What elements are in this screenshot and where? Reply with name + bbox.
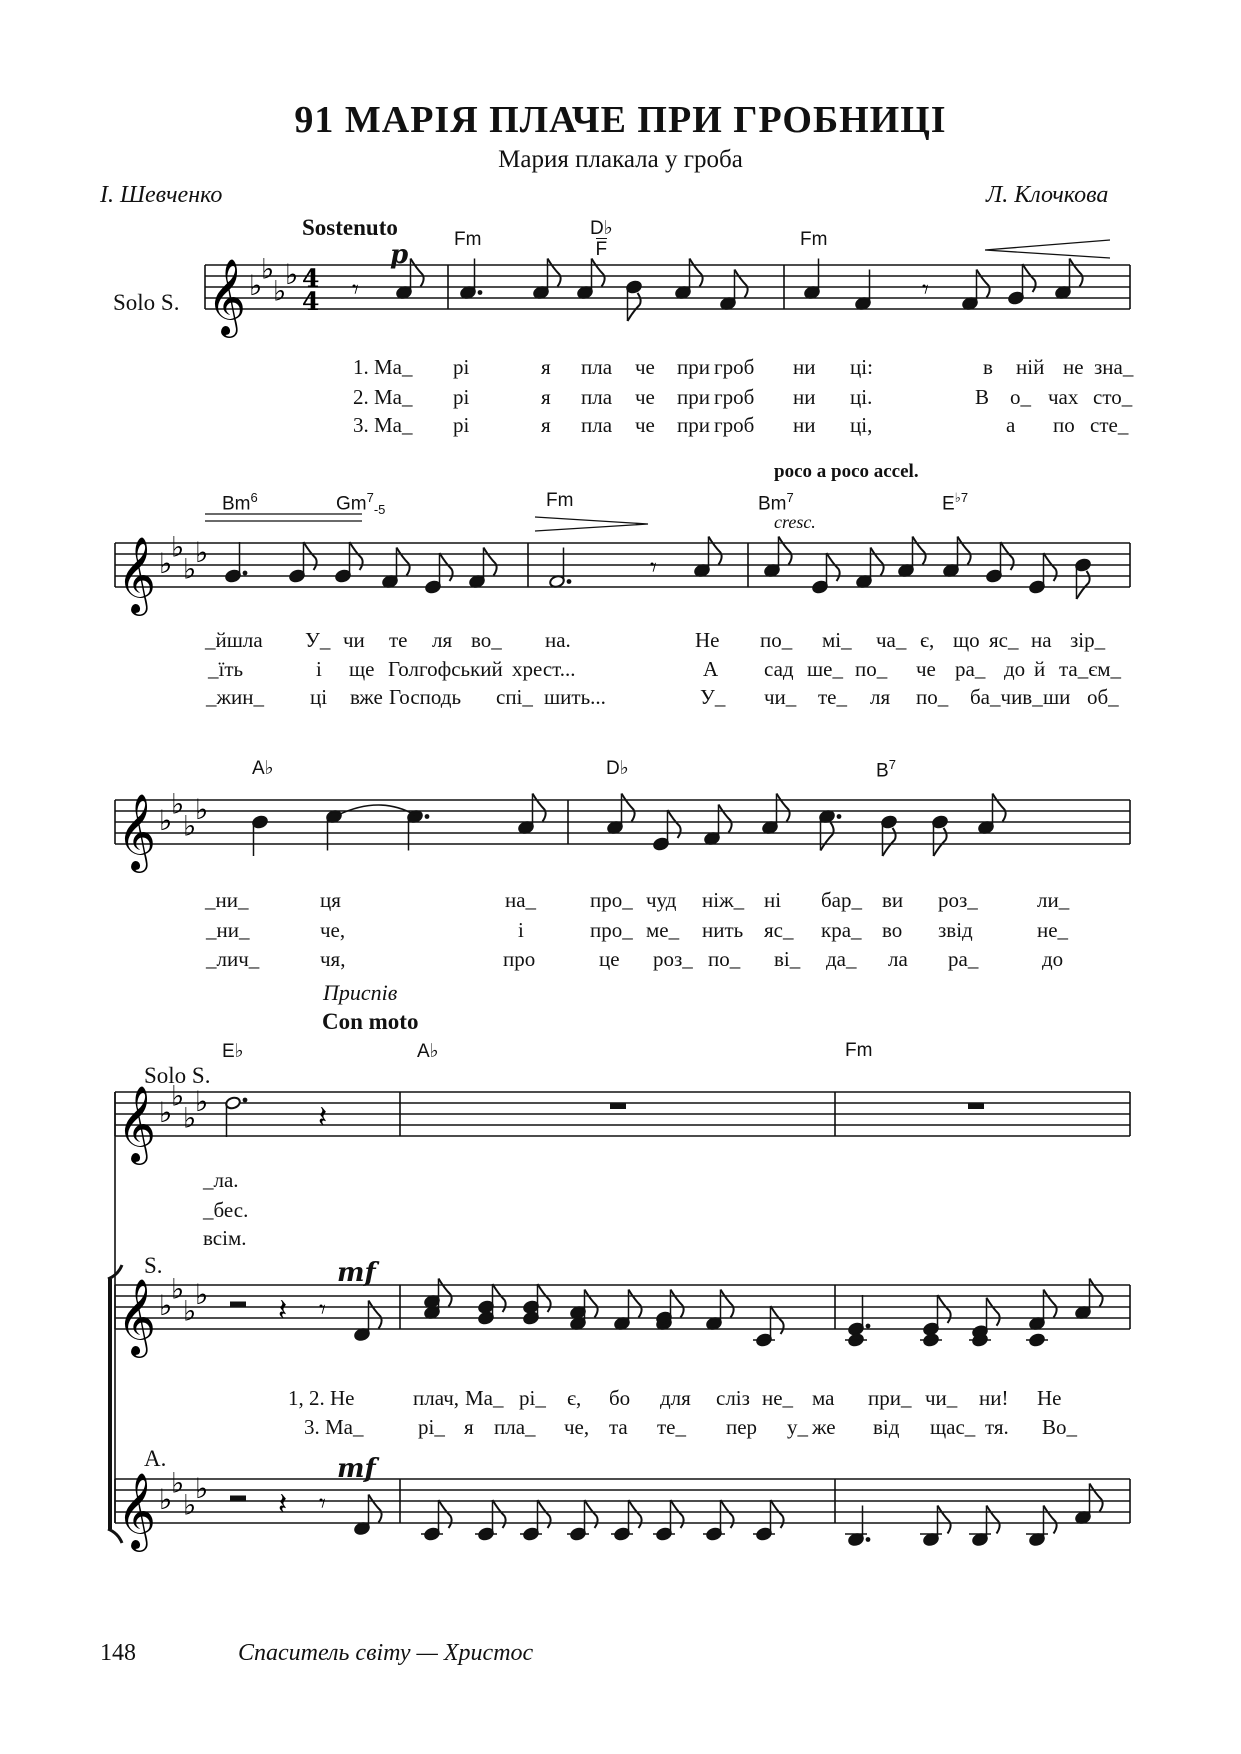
lyric-syllable: У_ [700, 685, 726, 709]
lyric-syllable: щас_ [930, 1415, 976, 1439]
lyric-syllable: не_ [1037, 918, 1069, 942]
note-flag [913, 537, 926, 565]
flat-sign: ♭ [159, 1096, 173, 1129]
lyric-syllable: на_ [505, 888, 537, 912]
tempo-marking: Sostenuto [302, 215, 398, 240]
book-title: Спаситель світу — Христос [238, 1640, 534, 1666]
tempo-con-moto: Con moto [322, 1009, 419, 1034]
lyric-syllable: звід [938, 918, 973, 942]
lyric-syllable: ше_ [807, 657, 843, 681]
lyric-syllable: шить... [544, 685, 606, 709]
note-dot [837, 814, 842, 819]
note-flag [369, 1495, 382, 1523]
chord-symbol: A♭ [252, 758, 274, 779]
lyric-syllable: ба_чив_ [970, 685, 1043, 709]
treble-clef: 𝄞 [117, 536, 157, 613]
lyric-syllable: при [677, 385, 710, 409]
lyric-syllable: рі_ [519, 1386, 546, 1410]
note-flag [1023, 264, 1036, 292]
lyric-syllable: Во_ [1042, 1415, 1078, 1439]
note-flag [439, 1279, 452, 1307]
treble-clef: 𝄞 [117, 1085, 157, 1162]
flat-sign: ♭ [195, 1472, 209, 1505]
lyric-syllable: же [812, 1415, 836, 1439]
note-flag [771, 1500, 784, 1528]
note-flag [439, 1500, 452, 1528]
lyric-syllable: 3. Ма_ [304, 1415, 364, 1439]
chord-symbol: Fm [800, 229, 828, 250]
lyric-syllable: по_ [916, 685, 949, 709]
lyric-syllable: бо [609, 1386, 631, 1410]
note-dot [567, 579, 572, 584]
dynamic-mf-a: mf [337, 1454, 376, 1484]
quarter-rest: 𝄽 [278, 1487, 288, 1523]
treble-clef: 𝄞 [117, 1278, 157, 1355]
song-subtitle: Мария плакала у гроба [498, 146, 743, 173]
flat-sign: ♭ [171, 787, 185, 821]
flat-sign: ♭ [195, 793, 209, 826]
note-flag [628, 293, 641, 321]
lyric-syllable: ці. [850, 385, 873, 409]
lyric-syllable: _ла. [203, 1168, 239, 1192]
quarter-rest: 𝄽 [318, 1100, 328, 1136]
lyric-syllable: вже [350, 685, 383, 709]
quarter-rest: 𝄽 [278, 1293, 288, 1329]
note-flag [304, 542, 317, 570]
note-flag [938, 1506, 951, 1534]
note-flag [397, 548, 410, 576]
chord-symbol: Bm$^7$ [758, 490, 794, 515]
note-flag [1044, 553, 1057, 581]
lyric-syllable: ра_ [955, 657, 986, 681]
lyric-syllable: В [975, 385, 990, 409]
lyric-syllable: не [1063, 355, 1084, 379]
song-title: 91 МАРІЯ ПЛАЧЕ ПРИ ГРОБНИЦІ [294, 99, 947, 141]
lyric-syllable: чи_ [925, 1386, 958, 1410]
lyric-syllable: У_ [305, 628, 331, 652]
chord-symbol: A♭ [417, 1041, 439, 1062]
lyric-syllable: 1. Ма_ [353, 355, 413, 379]
eighth-rest: 𝄾 [352, 275, 359, 305]
lyric-syllable: до [1004, 657, 1026, 681]
note-flag [721, 1500, 734, 1528]
chord-symbol: $Gm^7_{-5}$ [336, 490, 386, 518]
note-flag [350, 542, 363, 570]
flat-sign: ♭ [261, 252, 275, 286]
note-flag [883, 828, 896, 856]
lyric-syllable: рі [453, 385, 470, 409]
lyric-syllable: во [882, 918, 903, 942]
note-flag [1001, 542, 1014, 570]
lyric-syllable: всім. [203, 1226, 247, 1250]
note-flag [440, 553, 453, 581]
lyric-syllable: й [1034, 657, 1046, 681]
lyric-syllable: плач, [413, 1386, 460, 1410]
note-flag [871, 548, 884, 576]
lyric-syllable: та_єм_ [1059, 657, 1122, 681]
flat-sign: ♭ [195, 536, 209, 569]
lyric-syllable: про [503, 947, 536, 971]
lyric-syllable: 3. Ма_ [353, 413, 413, 437]
lyric-syllable: зір_ [1070, 628, 1106, 652]
note-flag [668, 810, 681, 838]
lyric-syllable: на [1031, 628, 1052, 652]
lyric-syllable: 1, 2. Не [288, 1386, 355, 1410]
lyric-syllable: зна_ [1094, 355, 1134, 379]
flat-sign: ♭ [273, 274, 287, 308]
lyric-syllable: _ни_ [206, 918, 250, 942]
flat-sign: ♭ [183, 809, 197, 843]
lyric-syllable: не_ [762, 1386, 794, 1410]
lyric-syllable: те_ [818, 685, 847, 709]
note-dot [478, 290, 483, 295]
flat-sign: ♭ [183, 1101, 197, 1135]
treble-clef: 𝄞 [117, 1472, 157, 1549]
note-flag [369, 1301, 382, 1329]
tempo-accel: poco a poco accel. [774, 461, 919, 482]
lyric-syllable: ній [1016, 355, 1045, 379]
note-flag [771, 1306, 784, 1334]
note-flag [622, 794, 635, 822]
lyric-syllable: Не [695, 628, 720, 652]
whole-rest [968, 1103, 984, 1109]
page-number: 148 [100, 1640, 136, 1666]
lyric-syllable: від [873, 1415, 900, 1439]
flat-sign: ♭ [159, 547, 173, 580]
lyric-syllable: і [518, 918, 524, 942]
lyric-syllable: я [541, 355, 551, 379]
lyric-syllable: ма [812, 1386, 835, 1410]
lyric-syllable: ни [793, 355, 816, 379]
lyric-syllable: че [635, 385, 655, 409]
chord-symbol: Fm [546, 490, 574, 511]
flat-sign: ♭ [171, 1079, 185, 1113]
lyric-syllable: тя. [985, 1415, 1009, 1439]
note-dot [243, 571, 248, 576]
note-flag [958, 537, 971, 565]
note-flag [493, 1284, 506, 1312]
lyric-syllable: ні [764, 888, 782, 912]
lyric-syllable: 2. Ма_ [353, 385, 413, 409]
lyric-syllable: сте_ [1090, 413, 1129, 437]
note-flag [735, 270, 748, 298]
note-flag [1090, 1484, 1103, 1512]
lyric-syllable: пла [581, 355, 613, 379]
lyric-syllable: є, [920, 628, 935, 652]
lyric-syllable: кра_ [821, 918, 862, 942]
note-flag [493, 1500, 506, 1528]
half-rest [230, 1302, 246, 1308]
lyric-syllable: рі [453, 413, 470, 437]
flat-sign: ♭ [159, 1483, 173, 1516]
lyric-syllable: пер [726, 1415, 758, 1439]
lyric-syllable: _йшла [205, 628, 263, 652]
note-flag [585, 1500, 598, 1528]
lyric-syllable: че [635, 413, 655, 437]
lyric-syllable: А [703, 657, 719, 681]
lyric-syllable: ніж_ [702, 888, 745, 912]
note-flag [690, 259, 703, 287]
note-flag [987, 1506, 1000, 1534]
flat-sign: ♭ [171, 1466, 185, 1500]
note-flag [1044, 1506, 1057, 1534]
lyric-syllable: ча_ [876, 628, 907, 652]
lyric-syllable: по_ [708, 947, 741, 971]
note-flag [629, 1290, 642, 1318]
note-flag [934, 828, 947, 856]
lyric-syllable: Господь [389, 685, 462, 709]
dynamic-mf-s: mf [337, 1258, 376, 1288]
lyric-syllable: рі [453, 355, 470, 379]
lyric-syllable: чи [343, 628, 365, 652]
lyric-syllable: до [1042, 947, 1064, 971]
lyric-syllable: ля [432, 628, 453, 652]
lyric-syllable: че [916, 657, 936, 681]
lyric-syllable: ля [870, 685, 891, 709]
lyric-syllable: чуд [646, 888, 677, 912]
flat-sign: ♭ [183, 1488, 197, 1522]
diminuendo-hairpin [985, 240, 1110, 258]
lyric-syllable: мі_ [822, 628, 852, 652]
lyric-syllable: роз_ [938, 888, 978, 912]
lyric-syllable: нить [702, 918, 744, 942]
note-flag [671, 1290, 684, 1318]
eighth-rest: 𝄾 [650, 553, 657, 583]
lyric-syllable: по_ [855, 657, 888, 681]
note-flag [977, 270, 990, 298]
note-flag [592, 259, 605, 287]
lyric-syllable: пла_ [494, 1415, 536, 1439]
whole-rest [610, 1103, 626, 1109]
lyric-syllable: _лич_ [206, 947, 260, 971]
lyric-syllable: ці [310, 685, 328, 709]
treble-clef: 𝄞 [117, 793, 157, 870]
lyricist: І. Шевченко [100, 182, 223, 208]
note-flag [1044, 1290, 1057, 1318]
flat-sign: ♭ [183, 1294, 197, 1328]
lyric-syllable: по [1053, 413, 1075, 437]
lyric-syllable: ни [793, 413, 816, 437]
chord-symbol: Fm [845, 1040, 873, 1061]
eighth-rest: 𝄾 [319, 1295, 326, 1325]
note-flag [1077, 571, 1090, 599]
lyric-syllable: ни! [979, 1386, 1009, 1410]
lyric-syllable: гроб [714, 413, 755, 437]
lyric-syllable: при [677, 355, 710, 379]
lyric-syllable: _бес. [203, 1198, 249, 1222]
chord-symbol: $B^7$ [876, 757, 896, 782]
lyric-syllable: це [599, 947, 620, 971]
note-flag [671, 1500, 684, 1528]
flat-sign: ♭ [171, 1272, 185, 1306]
dynamic-p: p [390, 240, 409, 270]
lyric-syllable: ці: [850, 355, 873, 379]
composer: Л. Клочкова [986, 182, 1109, 208]
lyric-syllable: _ни_ [205, 888, 249, 912]
flat-sign: ♭ [159, 1289, 173, 1322]
lyric-syllable: во_ [471, 628, 502, 652]
note-flag [827, 553, 840, 581]
lyric-syllable: що [953, 628, 980, 652]
note-flag [1090, 1279, 1103, 1307]
lyric-syllable: яс_ [989, 628, 1019, 652]
eighth-rest: 𝄾 [922, 275, 929, 305]
note-flag [938, 1295, 951, 1323]
lyric-syllable: че, [564, 1415, 590, 1439]
note-flag [1070, 259, 1083, 287]
note-flag [719, 805, 732, 833]
lyric-syllable: я [541, 413, 551, 437]
lyric-syllable: Голгофський [388, 657, 503, 681]
note-flag [821, 823, 834, 851]
chord-symbol: D♭ F [590, 218, 613, 260]
part-label-alto: A. [144, 1446, 167, 1471]
flat-sign: ♭ [183, 552, 197, 586]
note-dot [866, 1537, 871, 1542]
half-rest [230, 1496, 246, 1502]
lyric-syllable: я [464, 1415, 474, 1439]
lyric-syllable: і [316, 657, 322, 681]
lyric-syllable: те [389, 628, 408, 652]
note-flag [533, 794, 546, 822]
lyric-syllable: ли_ [1037, 888, 1070, 912]
time-sig-bottom: 4 [302, 287, 320, 316]
lyric-syllable: о_ [1010, 385, 1031, 409]
lyric-syllable: да_ [826, 947, 857, 971]
note-flag [629, 1500, 642, 1528]
eighth-rest: 𝄾 [319, 1489, 326, 1519]
lyric-syllable: хрест... [512, 657, 576, 681]
note-flag [484, 548, 497, 576]
part-label-soprano: S. [144, 1253, 163, 1278]
note-flag [777, 794, 790, 822]
flat-sign: ♭ [285, 258, 299, 291]
refrain-label: Приспів [323, 980, 398, 1005]
note-flag [548, 259, 561, 287]
lyric-syllable: пла [581, 385, 613, 409]
lyric-syllable: гроб [714, 385, 755, 409]
lyric-syllable: ви [882, 888, 904, 912]
lyric-syllable: че, [320, 918, 346, 942]
lyric-syllable: рі_ [418, 1415, 445, 1439]
note-dot [866, 1324, 871, 1329]
note-dot [425, 814, 430, 819]
note-flag [585, 1290, 598, 1318]
lyric-syllable: _жин_ [206, 685, 264, 709]
note-flag [538, 1284, 551, 1312]
lyric-syllable: чах [1048, 385, 1079, 409]
lyric-syllable: ни [793, 385, 816, 409]
note-flag [538, 1500, 551, 1528]
lyric-syllable: роз_ [653, 947, 693, 971]
lyric-syllable: _їть [208, 657, 244, 681]
choir-bracket [108, 1279, 112, 1529]
lyric-syllable: пла [581, 413, 613, 437]
chord-symbol: Bm$^6$ [222, 490, 258, 515]
lyric-syllable: про_ [590, 918, 633, 942]
part-label-solo: Solo S. [113, 290, 180, 315]
lyric-syllable: є, [567, 1386, 582, 1410]
lyric-syllable: че [635, 355, 655, 379]
lyric-syllable: на. [545, 628, 571, 652]
flat-sign: ♭ [171, 530, 185, 564]
lyric-syllable: гроб [714, 355, 755, 379]
lyric-syllable: Не [1037, 1386, 1062, 1410]
note-flag [779, 537, 792, 565]
lyric-syllable: при [677, 413, 710, 437]
lyric-syllable: ці, [850, 413, 873, 437]
lyric-syllable: в [983, 355, 993, 379]
lyric-syllable: яс_ [764, 918, 794, 942]
lyric-syllable: ще [349, 657, 375, 681]
lyric-syllable: спі_ [496, 685, 533, 709]
lyric-syllable: ме_ [646, 918, 680, 942]
tie [338, 805, 415, 815]
note-flag [993, 794, 1006, 822]
note-flag [709, 537, 722, 565]
lyric-syllable: у_ [787, 1415, 808, 1439]
lyric-syllable: сад [764, 657, 794, 681]
lyric-syllable: сто_ [1093, 385, 1133, 409]
lyric-syllable: про_ [590, 888, 633, 912]
chord-symbol: D♭ [606, 758, 629, 779]
lyric-syllable: а [1006, 413, 1016, 437]
lyric-syllable: я [541, 385, 551, 409]
lyric-syllable: Ма_ [465, 1386, 504, 1410]
lyric-syllable: об_ [1087, 685, 1119, 709]
lyric-syllable: чи_ [764, 685, 797, 709]
lyric-syllable: при_ [868, 1386, 912, 1410]
lyric-syllable: по_ [760, 628, 793, 652]
lyric-syllable: те_ [657, 1415, 686, 1439]
lyric-syllable: для [660, 1386, 691, 1410]
lyric-syllable: бар_ [821, 888, 863, 912]
flat-sign: ♭ [195, 1085, 209, 1118]
crescendo-hairpin [535, 517, 648, 531]
lyric-syllable: сліз [716, 1386, 750, 1410]
lyric-syllable: ла [888, 947, 908, 971]
note-flag [721, 1290, 734, 1318]
treble-clef: 𝄞 [207, 258, 247, 335]
flat-sign: ♭ [195, 1278, 209, 1311]
chord-symbol: E♭ [222, 1041, 244, 1062]
chord-symbol: Fm [454, 229, 482, 250]
lyric-syllable: ра_ [948, 947, 979, 971]
lyric-syllable: ця [320, 888, 341, 912]
flat-sign: ♭ [159, 804, 173, 837]
chord-symbol: $E^{♭7}$ [942, 490, 969, 515]
note-flag [411, 259, 424, 287]
lyric-syllable: чя, [320, 947, 346, 971]
lyric-syllable: та [609, 1415, 628, 1439]
part-label-solo-2: Solo S. [144, 1063, 211, 1088]
lyric-syllable: ві_ [774, 947, 801, 971]
note-flag [987, 1298, 1000, 1326]
cresc-marking: cresc. [774, 512, 816, 532]
lyric-syllable: ши [1043, 685, 1071, 709]
note-dot [243, 1098, 248, 1103]
flat-sign: ♭ [249, 269, 263, 302]
time-sig-top: 4 [302, 264, 320, 293]
